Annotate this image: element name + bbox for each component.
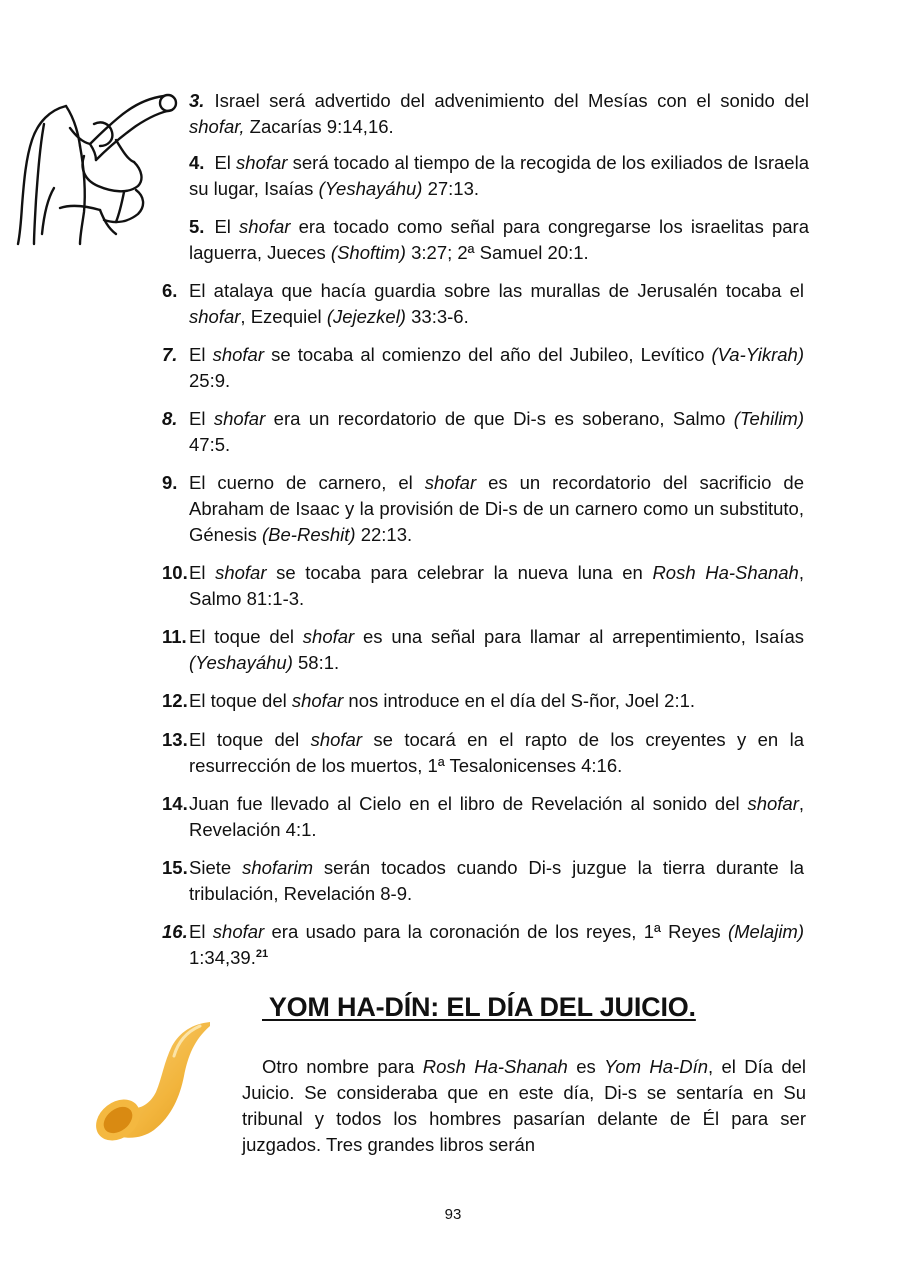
list-item: [189, 214, 809, 266]
item-number: 13.: [162, 729, 188, 750]
item-text: El atalaya que hacía guardia sobre las murallas de Jerusalén tocaba el shofar, Ezequiel (Jejezkel) 33:3-6.: [189, 280, 804, 327]
item-text: El shofar será tocado al tiempo de la recogida de los exiliados de Israela su lugar, Isaías (Yeshayáhu) 27:13.: [189, 152, 809, 199]
item-text: Israel será advertido del advenimiento del Mesías con el sonido del shofar, Zacarías 9:14,16.: [189, 90, 809, 137]
list-item: [189, 88, 809, 140]
item-number: 8.: [162, 408, 178, 429]
list-item: [162, 278, 804, 330]
item-text: El shofar era tocado como señal para congregarse los israelitas para laguerra, Jueces (Shoftim) 3:27; 2ª Samuel 20:1.: [189, 216, 809, 263]
item-number: 4.: [189, 152, 205, 173]
item-number: 6.: [162, 280, 178, 301]
list-item: [162, 688, 804, 714]
list-item: [162, 560, 804, 612]
list-item: [162, 855, 804, 907]
item-text: Siete shofarim serán tocados cuando Di-s juzgue la tierra durante la tribulación, Revelación 8-9.: [189, 857, 804, 904]
item-text: Juan fue llevado al Cielo en el libro de Revelación al sonido del shofar, Revelación 4:1.: [189, 793, 804, 840]
item-text: El shofar se tocaba para celebrar la nueva luna en Rosh Ha-Shanah, Salmo 81:1-3.: [189, 562, 804, 609]
list-item: [162, 727, 804, 779]
item-number: 14.: [162, 793, 188, 814]
page-number: 93: [444, 1206, 462, 1223]
section-heading: YOM HA-DÍN: EL DÍA DEL JUICIO.: [262, 992, 696, 1022]
list-item: [162, 791, 804, 843]
shofar-horn-illustration: [84, 1016, 216, 1146]
list-item: [162, 919, 804, 971]
item-text: El toque del shofar es una señal para llamar al arrepentimiento, Isaías (Yeshayáhu) 58:1.: [189, 626, 804, 673]
item-number: 9.: [162, 472, 178, 493]
item-number: 3.: [189, 90, 205, 111]
item-number: 16.: [162, 921, 188, 942]
list-item: [162, 470, 804, 548]
item-text: El shofar se tocaba al comienzo del año del Jubileo, Levítico (Va-Yikrah) 25:9.: [189, 344, 804, 391]
item-text: El shofar era usado para la coronación de los reyes, 1ª Reyes (Melajim) 1:34,39.21: [189, 921, 805, 968]
item-text: El toque del shofar se tocará en el rapto de los creyentes y en la resurrección de los muertos, 1ª Tesalonicenses 4:16.: [189, 729, 804, 776]
item-number: 10.: [162, 562, 188, 583]
body-paragraph: Otro nombre para Rosh Ha-Shanah es Yom Ha-Dín, el Día del Juicio. Se consideraba que en este día, Di-s se sentaría en Su tribunal y todos los hombres pasarían delante de Él para ser juzgados. Tres grandes libros serán: [242, 1056, 807, 1155]
item-number: 5.: [189, 216, 205, 237]
item-text: El toque del shofar nos introduce en el día del S-ñor, Joel 2:1.: [189, 690, 696, 711]
item-text: El cuerno de carnero, el shofar es un recordatorio del sacrificio de Abraham de Isaac y la provisión de Di-s de un carnero como un substituto, Génesis (Be-Reshit) 22:13.: [189, 472, 804, 545]
item-number: 15.: [162, 857, 188, 878]
list-item: [189, 150, 809, 202]
item-text: El shofar era un recordatorio de que Di-s es soberano, Salmo (Tehilim) 47:5.: [189, 408, 805, 455]
item-number: 7.: [162, 344, 178, 365]
list-item: [162, 406, 804, 458]
item-number: 12.: [162, 690, 188, 711]
item-number: 11.: [162, 626, 187, 647]
shofar-blower-illustration: [4, 88, 184, 248]
list-item: [162, 624, 804, 676]
list-item: [162, 342, 804, 394]
